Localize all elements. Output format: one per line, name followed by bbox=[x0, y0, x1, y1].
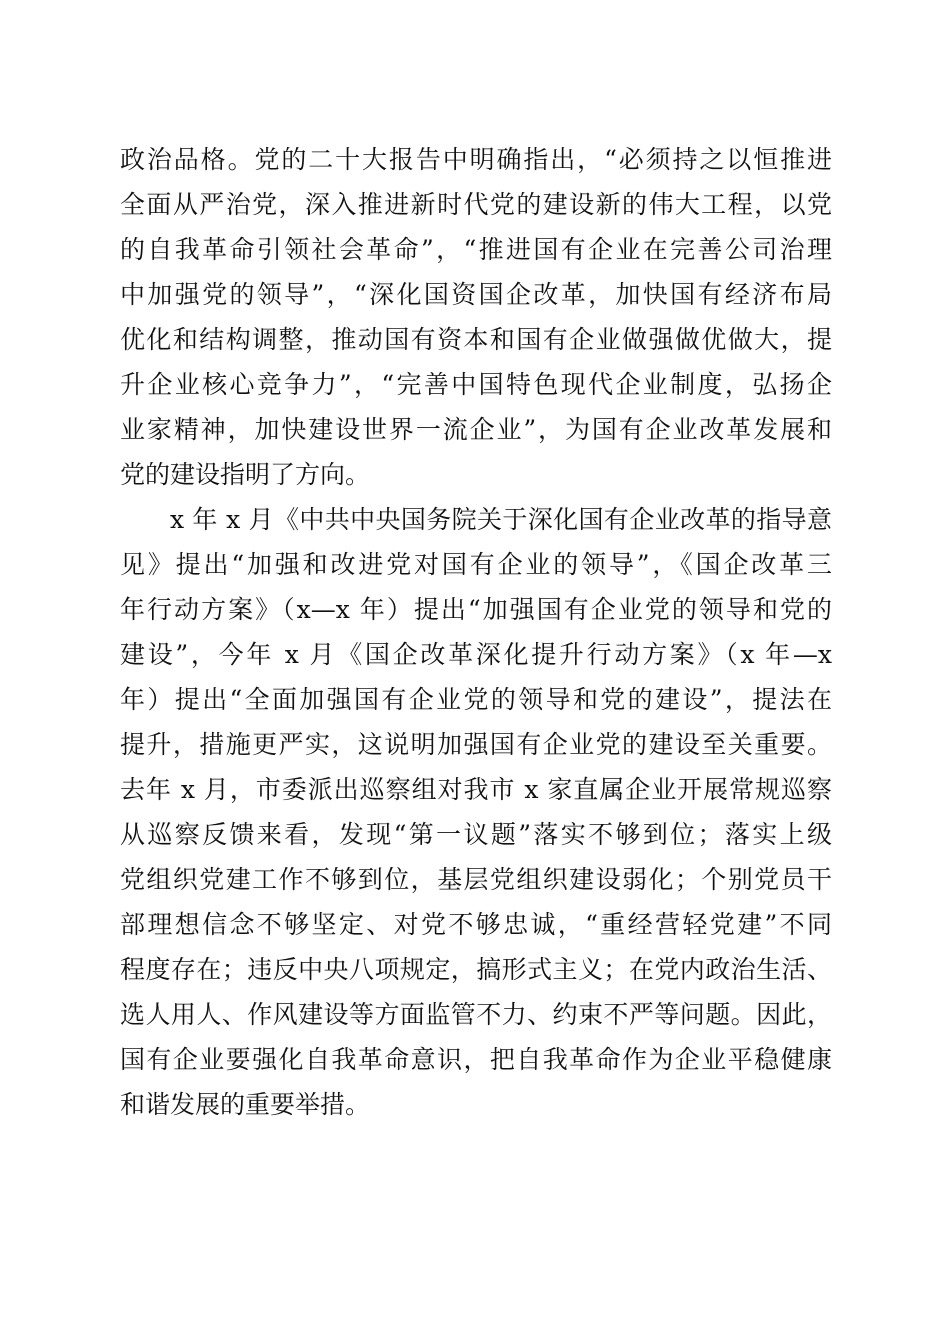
paragraph-line: 年）提出“全面加强国有企业党的领导和党的建设”，提法在 bbox=[120, 685, 832, 714]
paragraph-line: 部理想信念不够坚定、对党不够忠诚，“重经营轻党建”不同 bbox=[120, 910, 832, 939]
paragraph-line: 的自我革命引领社会革命”，“推进国有企业在完善公司治理 bbox=[120, 235, 832, 264]
paragraph-line: 党的建设指明了方向。 bbox=[120, 460, 371, 489]
paragraph-line: 选人用人、作风建设等方面监管不力、约束不严等问题。因此， bbox=[120, 1000, 832, 1029]
paragraph-line: 去年 x 月，市委派出巡察组对我市 x 家直属企业开展常规巡察 bbox=[120, 775, 832, 804]
paragraph-line: 党组织党建工作不够到位，基层党组织建设弱化；个别党员干 bbox=[120, 865, 832, 894]
paragraph-line: 提升，措施更严实，这说明加强国有企业党的建设至关重要。 bbox=[120, 730, 832, 759]
paragraph-line: 中加强党的领导”，“深化国资国企改革，加快国有经济布局 bbox=[120, 280, 832, 309]
paragraph-line: 业家精神，加快建设世界一流企业”，为国有企业改革发展和 bbox=[120, 415, 832, 444]
paragraph-line: 从巡察反馈来看，发现“第一议题”落实不够到位；落实上级 bbox=[120, 820, 832, 849]
paragraph-line: 政治品格。党的二十大报告中明确指出，“必须持之以恒推进 bbox=[120, 145, 832, 174]
paragraph-line: 全面从严治党，深入推进新时代党的建设新的伟大工程，以党 bbox=[120, 190, 832, 219]
paragraph-line: 和谐发展的重要举措。 bbox=[120, 1090, 371, 1119]
paragraph-line: 升企业核心竞争力”，“完善中国特色现代企业制度，弘扬企 bbox=[120, 370, 832, 399]
paragraph-line: 程度存在；违反中央八项规定，搞形式主义；在党内政治生活、 bbox=[120, 955, 832, 984]
paragraph-line: 见》提出“加强和改进党对国有企业的领导”，《国企改革三 bbox=[120, 550, 832, 579]
paragraph-line: x 年 x 月《中共中央国务院关于深化国有企业改革的指导意 bbox=[170, 505, 832, 534]
paragraph-line: 建设”，今年 x 月《国企改革深化提升行动方案》（x 年—x bbox=[120, 640, 832, 669]
paragraph-line: 年行动方案》（x—x 年）提出“加强国有企业党的领导和党的 bbox=[120, 595, 832, 624]
paragraph-line: 国有企业要强化自我革命意识，把自我革命作为企业平稳健康 bbox=[120, 1045, 832, 1074]
paragraph-line: 优化和结构调整，推动国有资本和国有企业做强做优做大，提 bbox=[120, 325, 832, 354]
